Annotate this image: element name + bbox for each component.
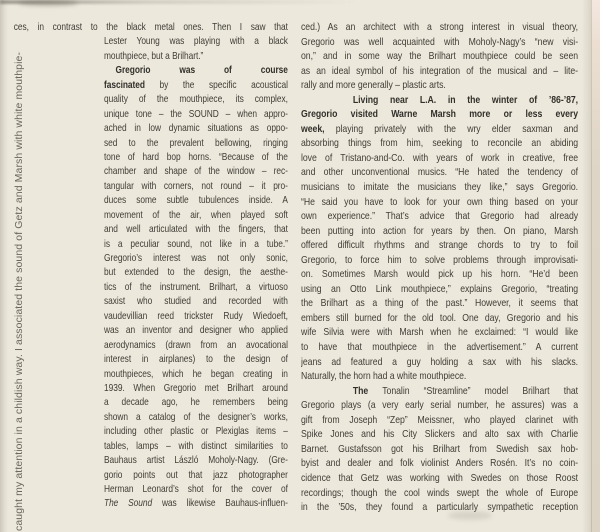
scan-page-edge-right xyxy=(591,0,600,532)
text-line xyxy=(104,324,288,338)
text-line xyxy=(104,483,288,497)
scan-smudge-bottom xyxy=(448,511,492,520)
text-segment: was an inventor and designer who applied xyxy=(104,325,288,337)
text-line xyxy=(104,252,288,266)
margin-note-vertical-text: caught my attention in a childish way. I associated the sound of Getz and Marsh with white mouthpie- xyxy=(13,51,25,531)
text-segment: the Brilhart as a thing of the past.” However, it seems that xyxy=(301,298,579,310)
text-line xyxy=(104,165,288,179)
text-line xyxy=(301,341,578,356)
text-segment: Spike Jones and his City Slickers and alto sax with Charlie xyxy=(301,429,579,441)
right-text-column xyxy=(301,21,578,516)
text-segment: including other plastic or Plexiglas items – xyxy=(104,426,288,438)
bold-text-segment: Gregorio visited Warne Marsh more or less every xyxy=(301,109,579,121)
text-segment: tables, lamps – with distinct similarities to xyxy=(104,440,288,452)
text-line xyxy=(104,50,288,64)
bold-text-segment: Gregorio was of course xyxy=(115,65,288,77)
text-line xyxy=(104,440,288,454)
text-line xyxy=(301,399,578,414)
text-line xyxy=(301,239,578,254)
text-line xyxy=(301,166,578,181)
text-segment: mouthpieces, which he began creating in xyxy=(104,368,288,380)
text-line xyxy=(301,472,578,487)
text-line xyxy=(104,122,288,136)
text-line xyxy=(104,180,288,194)
text-segment: interest in airplanes) to the design of xyxy=(104,354,288,366)
text-segment: rally and more generally – plastic arts. xyxy=(301,80,446,92)
text-line xyxy=(301,181,578,196)
text-segment: using an Otto Link mouthpiece,” explains Gregorio, “treating xyxy=(301,283,579,295)
text-segment: was likewise Bauhaus-influen- xyxy=(152,498,288,510)
text-line xyxy=(104,353,288,367)
text-line xyxy=(301,152,578,167)
text-line xyxy=(301,268,578,283)
text-segment: by the specific acoustical xyxy=(144,79,288,91)
text-line xyxy=(301,312,578,327)
text-segment: Barnet. Gustafsson got his Brilhart from Swedish sax hob- xyxy=(301,443,579,455)
text-segment: wife Silvia were with Marsh when he exclaimed: “I would like xyxy=(301,327,579,339)
text-segment: gift from Joseph “Zep” Meissner, who played clarinet with xyxy=(301,414,579,426)
text-line xyxy=(104,310,288,324)
text-segment: cidence that Getz was working with Swedes on those Roost xyxy=(301,472,579,484)
text-segment: offered difficult rhythms and strange chords to try to foil xyxy=(301,240,579,252)
text-line xyxy=(301,326,578,341)
text-segment: Herman Leonard’s shot for the cover of xyxy=(104,484,288,495)
bold-text-segment: The xyxy=(352,385,369,397)
text-line xyxy=(104,93,288,107)
text-segment: vaudevillian reed trickster Rudy Wiedoeft, xyxy=(104,310,288,322)
text-segment: and other unconventional musics. “He hated the tendency of xyxy=(301,167,579,179)
scan-edge-left-shadow xyxy=(0,0,9,532)
text-segment: ached in low dynamic situations as oppo- xyxy=(104,123,288,135)
text-segment: saxist who studied and recorded with xyxy=(104,296,288,308)
text-segment: embers still burned for the old tool. One day, Gregorio and his xyxy=(301,312,579,324)
text-line xyxy=(104,382,288,396)
text-line xyxy=(301,370,578,385)
text-line xyxy=(104,151,288,165)
text-segment: Naturally, the horn had a white mouthpiece. xyxy=(301,371,467,383)
text-line xyxy=(104,469,288,483)
text-segment: Gregorio plays (a very early serial number, he assures) was a xyxy=(301,400,579,412)
text-line xyxy=(104,137,288,151)
text-line xyxy=(301,79,578,94)
text-line xyxy=(301,21,578,36)
text-line xyxy=(104,266,288,280)
text-line xyxy=(301,36,578,51)
text-segment: mouthpiece, but a Brilhart.” xyxy=(104,50,204,62)
text-line xyxy=(104,281,288,295)
text-segment: Gregorio’s interest was not only sonic, xyxy=(104,253,288,264)
text-segment: tone of hard bop horns. “Because of the xyxy=(104,151,288,163)
text-line xyxy=(104,223,288,237)
text-segment: own experience.” That’s advice that Gregorio had already xyxy=(301,211,579,223)
text-line xyxy=(301,501,578,516)
text-segment: ces, in contrast to the black metal ones. Then I saw that xyxy=(13,22,288,33)
text-segment: a decade ago, he remembers being xyxy=(104,397,288,409)
text-line xyxy=(104,35,288,49)
text-segment: gorio points out that jazz photographer xyxy=(104,469,288,481)
text-line xyxy=(301,196,578,211)
text-line xyxy=(301,94,578,109)
text-segment: to have that mouthpiece in the advertisement.” A current xyxy=(301,342,579,354)
text-segment: as an ideal symbol of his integration of the musical and – lite- xyxy=(301,65,579,77)
italic-text-segment: The Sound xyxy=(104,498,153,510)
text-line xyxy=(14,21,288,35)
text-segment: been putting into action for years by then. On piano, Marsh xyxy=(301,225,579,237)
text-segment: Lester Young was playing with a black xyxy=(104,36,288,48)
text-line xyxy=(104,497,288,511)
text-segment: tics of the instrument. Brilhart, a virtuoso xyxy=(104,281,288,293)
text-segment: on. Sometimes Marsh would pick up his horn. “He’d been xyxy=(301,269,579,281)
text-line xyxy=(301,65,578,80)
scan-smudge-top-left xyxy=(18,0,78,6)
text-line xyxy=(104,108,288,122)
text-line xyxy=(301,457,578,472)
text-segment: but extended to the design, the aesthe- xyxy=(104,267,288,279)
text-line xyxy=(301,414,578,429)
text-segment: in the ’50s, they found a particularly sympathetic reception xyxy=(301,502,579,514)
text-line xyxy=(104,411,288,425)
text-line xyxy=(301,443,578,458)
text-line xyxy=(104,454,288,468)
text-segment: “He said you have to look for your own thing based on your xyxy=(301,196,579,208)
text-line xyxy=(301,50,578,65)
text-segment: unique tone – the SOUND – when appro- xyxy=(104,108,288,120)
text-line xyxy=(301,108,578,123)
text-segment: aerodynamics (drawn from an avocational xyxy=(104,339,288,351)
text-line xyxy=(301,487,578,502)
text-line xyxy=(104,79,288,93)
text-line xyxy=(301,283,578,298)
text-segment: on,” and in some way the Brilhart mouthpiece could be seen xyxy=(301,51,579,63)
text-line xyxy=(104,194,288,208)
text-line xyxy=(301,385,578,400)
text-segment: 1939. When Gregorio met Brilhart around xyxy=(104,382,288,394)
text-line xyxy=(301,356,578,371)
bold-text-segment: Living near L.A. in the winter of ’86-’87, xyxy=(352,94,579,106)
text-segment: recordings; though the cool winds swept the whole of Europe xyxy=(301,487,579,499)
text-line xyxy=(301,254,578,269)
text-segment: and well articulated with the fingers, that xyxy=(104,224,288,236)
text-line xyxy=(104,209,288,223)
text-line xyxy=(301,210,578,225)
text-segment: absorbing things from him, seeking to reconcile an abiding xyxy=(301,138,579,150)
text-line xyxy=(301,123,578,138)
text-line xyxy=(104,295,288,309)
text-line xyxy=(104,425,288,439)
text-line xyxy=(104,64,288,78)
text-line xyxy=(104,396,288,410)
text-segment: chamber and shape of the window – rec- xyxy=(104,166,288,178)
text-segment: is a peculiar sound, not like in a tube.” xyxy=(104,238,288,250)
text-segment: sed to the prevalent bellowing, ringing xyxy=(104,137,288,149)
text-line xyxy=(301,137,578,152)
text-segment: playing privately with the wry elder saxman and xyxy=(324,123,579,135)
text-segment: Gregorio was well acquainted with Moholy-Nagy’s “new visi- xyxy=(301,36,579,48)
text-segment: ced.) As an architect with a strong interest in visual theory, xyxy=(301,22,579,33)
text-segment: tangular with corners, not round – it pro- xyxy=(104,180,288,192)
text-line xyxy=(104,339,288,353)
text-line xyxy=(301,297,578,312)
text-segment: quality of the mouthpiece, its complex, xyxy=(104,94,288,106)
text-segment: musicians to imitate the musicians they like,” says Gregorio. xyxy=(301,182,579,194)
text-segment: Bauhaus artist László Moholy-Nagy. (Gre- xyxy=(104,455,288,467)
text-line xyxy=(104,238,288,252)
text-segment: jeans ad featured a guy holding a sax with his slacks. xyxy=(301,356,579,368)
text-line xyxy=(301,225,578,240)
text-segment: shown a catalog of the designer’s works, xyxy=(104,411,288,423)
text-segment: movement of the air, when played soft xyxy=(104,209,288,221)
text-segment: Gregorio, to force him to solve problems through improvisati- xyxy=(301,254,579,266)
bold-text-segment: week, xyxy=(301,123,325,135)
text-line xyxy=(104,368,288,382)
text-segment: Tonalin “Streamline” model Brilhart that xyxy=(368,385,579,397)
text-segment: love of Tristano-and-Co. with years of work in creative, free xyxy=(301,152,579,164)
text-segment: duces some subtle tubulences inside. A xyxy=(104,195,288,207)
text-line xyxy=(301,428,578,443)
text-segment: byist and dealer and folk violinist Anders Rosén. It’s no coin- xyxy=(301,458,579,470)
bold-text-segment: fascinated xyxy=(104,79,145,91)
